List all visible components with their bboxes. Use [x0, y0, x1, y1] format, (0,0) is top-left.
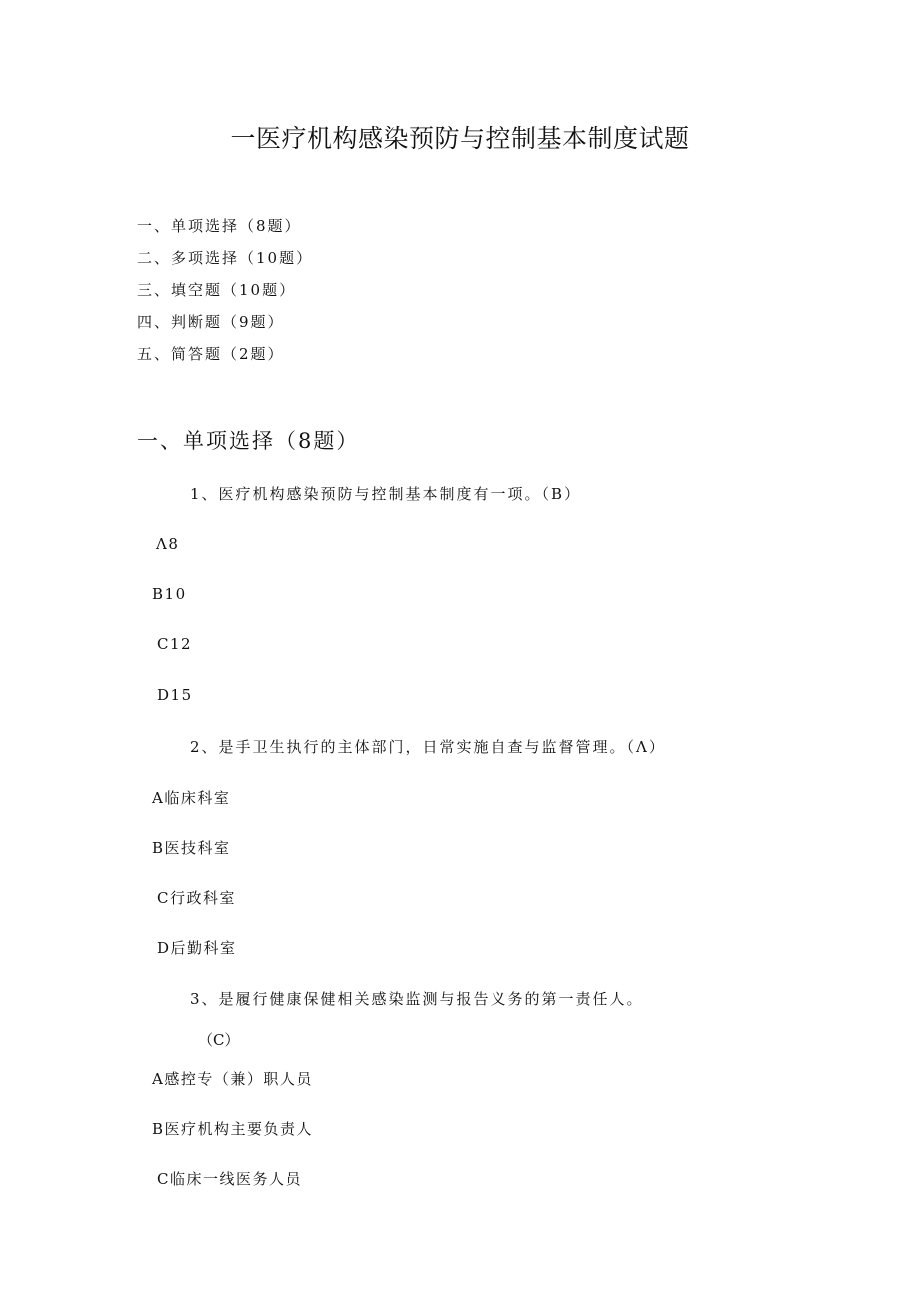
question-2-option-a: A临床科室 [152, 789, 231, 807]
question-3-option-a: A感控专（兼）职人员 [152, 1070, 313, 1088]
question-2-text: 2、是手卫生执行的主体部门，日常实施自查与监督管理。（Λ） [190, 738, 666, 756]
toc-item: 一、单项选择（8题） [137, 217, 302, 235]
question-1-option-c: C12 [157, 635, 193, 653]
question-3-answer: （C） [198, 1031, 240, 1049]
toc-item: 三、填空题（10题） [137, 281, 297, 299]
document-title: 一医疗机构感染预防与控制基本制度试题 [230, 124, 690, 153]
question-1-option-b: B10 [152, 585, 187, 603]
question-2-option-b: B医技科室 [152, 839, 231, 857]
question-1-option-a: Λ8 [156, 535, 180, 553]
toc-item: 五、简答题（2题） [137, 345, 285, 363]
question-3-option-b: B医疗机构主要负责人 [152, 1120, 314, 1138]
question-2-option-c: C行政科室 [157, 889, 236, 907]
toc-item: 四、判断题（9题） [137, 313, 285, 331]
question-1-text: 1、医疗机构感染预防与控制基本制度有一项。（B） [190, 485, 582, 503]
section-heading: 一、单项选择（8题） [137, 429, 360, 453]
question-2-option-d: D后勤科室 [157, 939, 237, 957]
question-1-option-d: D15 [157, 686, 193, 704]
toc-item: 二、多项选择（10题） [137, 249, 314, 267]
question-3-text: 3、是履行健康保健相关感染监测与报告义务的第一责任人。 [190, 990, 644, 1008]
table-of-contents [137, 214, 313, 374]
question-3-option-c: C临床一线医务人员 [157, 1170, 302, 1188]
